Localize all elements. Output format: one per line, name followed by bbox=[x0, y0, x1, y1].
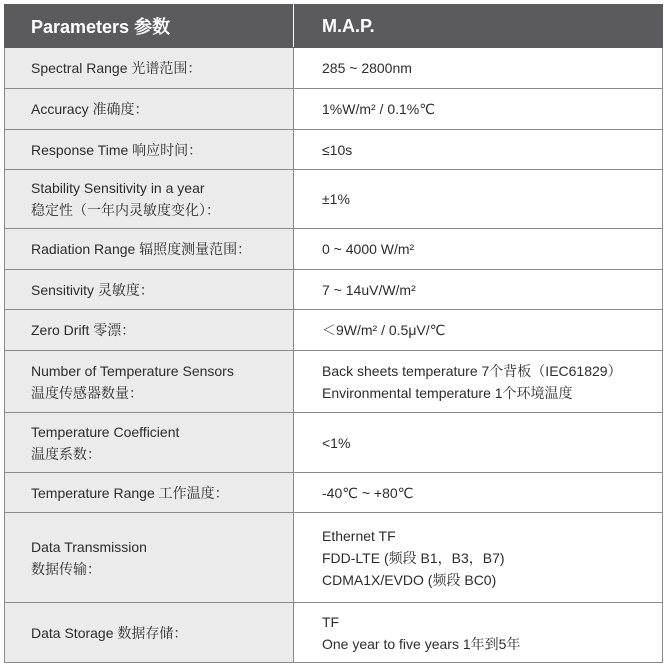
param-cell bbox=[5, 170, 294, 229]
table-header-row bbox=[5, 5, 663, 48]
header-map: M.A.P. bbox=[294, 5, 663, 48]
value-cell bbox=[294, 130, 663, 170]
table-row bbox=[5, 229, 663, 270]
param-cell bbox=[5, 351, 294, 413]
table-row bbox=[5, 89, 663, 130]
param-cell bbox=[5, 229, 294, 270]
param-cell bbox=[5, 89, 294, 130]
value-cell bbox=[294, 170, 663, 229]
table-row bbox=[5, 473, 663, 513]
value-line: ±1% bbox=[322, 191, 350, 207]
value-cell bbox=[294, 48, 663, 89]
param-line: Temperature Coefficient bbox=[31, 423, 180, 440]
param-line: Data Storage 数据存储： bbox=[31, 624, 188, 641]
value-line: ≤10s bbox=[322, 141, 353, 158]
param-line: Data Transmission bbox=[31, 538, 147, 555]
value-line: 1%W/m² / 0.1%℃ bbox=[322, 101, 435, 117]
value-line: 7 ~ 14uV/W/m² bbox=[322, 281, 416, 298]
value-line: ＜9W/m² / 0.5μV/℃ bbox=[322, 322, 446, 338]
param-cell bbox=[5, 603, 294, 663]
value-line: 0 ~ 4000 W/m² bbox=[322, 241, 415, 257]
param-line: 稳定性（一年内灵敏度变化）： bbox=[31, 202, 220, 218]
value-cell bbox=[294, 413, 663, 473]
value-line: CDMA1X/EVDO (频段 BC0) bbox=[322, 571, 497, 588]
param-cell bbox=[5, 413, 294, 473]
param-cell bbox=[5, 130, 294, 170]
param-line: Sensitivity 灵敏度： bbox=[31, 281, 154, 298]
param-line: Zero Drift 零漂： bbox=[31, 322, 136, 338]
value-cell bbox=[294, 89, 663, 130]
param-line: Response Time 响应时间： bbox=[31, 141, 203, 158]
specifications-table bbox=[4, 4, 663, 663]
value-line: Back sheets temperature 7个背板（IEC61829） bbox=[322, 362, 622, 379]
table-row bbox=[5, 48, 663, 89]
value-line: One year to five years 1年到5年 bbox=[322, 635, 521, 652]
param-cell bbox=[5, 270, 294, 310]
value-cell bbox=[294, 351, 663, 413]
value-line: -40℃ ~ +80℃ bbox=[322, 484, 414, 501]
table-row bbox=[5, 130, 663, 170]
param-line: Radiation Range 辐照度测量范围： bbox=[31, 241, 252, 257]
param-cell bbox=[5, 310, 294, 351]
value-line: TF bbox=[322, 613, 340, 630]
table-row bbox=[5, 603, 663, 663]
param-line: 温度传感器数量： bbox=[31, 384, 143, 401]
value-cell bbox=[294, 473, 663, 513]
value-cell bbox=[294, 603, 663, 663]
value-line: Environmental temperature 1个环境温度 bbox=[322, 384, 573, 401]
param-line: 数据传输： bbox=[31, 560, 101, 577]
param-cell bbox=[5, 513, 294, 603]
param-line: Accuracy 准确度： bbox=[31, 101, 149, 117]
param-cell bbox=[5, 473, 294, 513]
header-parameters: Parameters 参数 bbox=[5, 5, 294, 48]
param-line: Temperature Range 工作温度： bbox=[31, 484, 229, 501]
value-cell bbox=[294, 513, 663, 603]
table-row bbox=[5, 310, 663, 351]
param-line: Stability Sensitivity in a year bbox=[31, 180, 205, 196]
value-cell bbox=[294, 270, 663, 310]
table-row bbox=[5, 513, 663, 603]
table-row bbox=[5, 170, 663, 229]
value-cell bbox=[294, 229, 663, 270]
value-line: FDD-LTE (频段 B1，B3，B7) bbox=[322, 549, 505, 566]
value-line: <1% bbox=[322, 434, 351, 451]
param-line: Spectral Range 光谱范围： bbox=[31, 60, 202, 76]
value-line: Ethernet TF bbox=[322, 527, 396, 544]
value-line: 285 ~ 2800nm bbox=[322, 60, 412, 76]
param-line: Number of Temperature Sensors bbox=[31, 362, 234, 379]
table-row bbox=[5, 413, 663, 473]
table-row bbox=[5, 270, 663, 310]
param-cell bbox=[5, 48, 294, 89]
table-row bbox=[5, 351, 663, 413]
param-line: 温度系数： bbox=[31, 445, 101, 462]
value-cell bbox=[294, 310, 663, 351]
